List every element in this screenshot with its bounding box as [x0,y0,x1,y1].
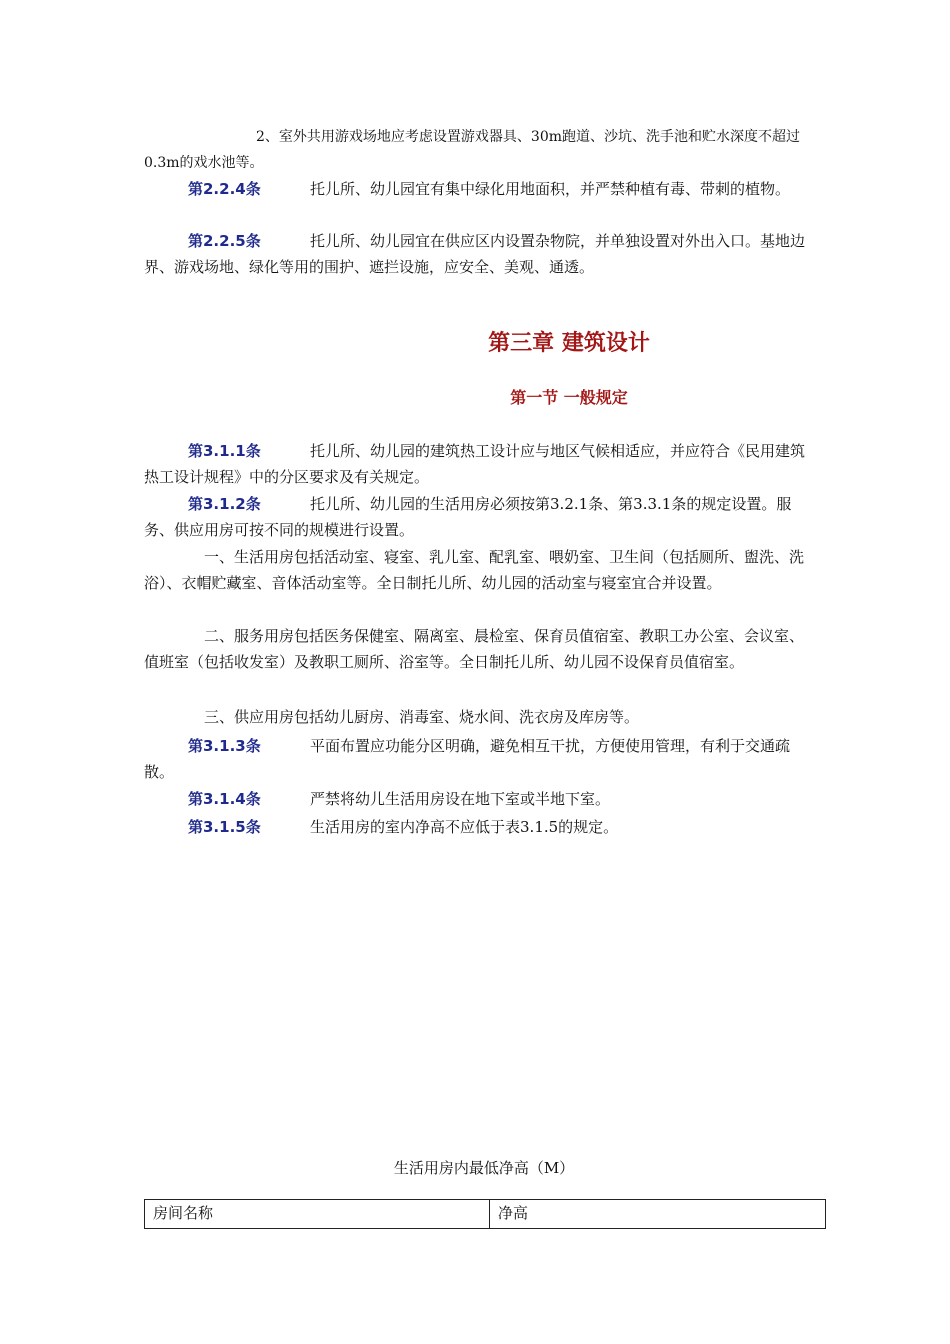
article-text: 托儿所、幼儿园宜有集中绿化用地面积，并严禁种植有毒、带刺的植物。 [310,180,791,198]
article-3-1-4 [144,786,806,812]
article-number: 第2.2.5条 [188,232,261,250]
article-2-2-4 [144,176,806,202]
article-number: 第3.1.2条 [188,495,261,513]
article-text: 托儿所、幼儿园的生活用房必须按第3.2.1条、第3.3.1条的规定设置。服务、供应用房可按不同的规模进行设置。 [144,495,792,539]
article-text: 生活用房的室内净高不应低于表3.1.5的规定。 [310,818,619,836]
article-3-1-3 [144,733,806,785]
article-3-1-1 [144,438,806,490]
header-room-name: 房间名称 [145,1200,490,1229]
article-number: 第2.2.4条 [188,180,261,198]
header-clear-height: 净高 [490,1200,826,1229]
chapter-title: 第三章 建筑设计 [488,331,650,356]
article-3-1-5 [144,814,806,840]
article-3-1-2 [144,491,806,543]
list-item-service-rooms: 二、服务用房包括医务保健室、隔离室、晨检室、保育员值宿室、教职工办公室、会议室、值班室（包括收发室）及教职工厕所、浴室等。全日制托儿所、幼儿园不设保育员值宿室。 [144,627,805,671]
paragraph-playground: 2、室外共用游戏场地应考虑设置游戏器具、30m跑道、沙坑、洗手池和贮水深度不超过0.3m的戏水池等。 [144,129,800,171]
min-height-table [144,1199,826,1229]
article-text: 托儿所、幼儿园宜在供应区内设置杂物院，并单独设置对外出入口。基地边界、游戏场地、绿化等用的围护、遮拦设施，应安全、美观、通透。 [144,232,806,276]
list-item-supply-rooms: 三、供应用房包括幼儿厨房、消毒室、烧水间、洗衣房及库房等。 [204,708,640,726]
article-number: 第3.1.5条 [188,818,261,836]
table-caption: 生活用房内最低净高（M） [393,1159,575,1177]
article-number: 第3.1.1条 [188,442,261,460]
article-2-2-5 [144,228,806,280]
article-text: 平面布置应功能分区明确，避免相互干扰，方便使用管理，有利于交通疏散。 [144,737,791,781]
section-title: 第一节 一般规定 [510,388,628,407]
article-text: 严禁将幼儿生活用房设在地下室或半地下室。 [310,790,611,808]
article-number: 第3.1.4条 [188,790,261,808]
article-text: 托儿所、幼儿园的建筑热工设计应与地区气候相适应，并应符合《民用建筑热工设计规程》中的分区要求及有关规定。 [144,442,806,486]
table-header-row [145,1200,826,1229]
list-item-living-rooms: 一、生活用房包括活动室、寝室、乳儿室、配乳室、喂奶室、卫生间（包括厕所、盥洗、洗浴）、衣帽贮藏室、音体活动室等。全日制托儿所、幼儿园的活动室与寝室宜合并设置。 [144,548,805,592]
article-number: 第3.1.3条 [188,737,261,755]
